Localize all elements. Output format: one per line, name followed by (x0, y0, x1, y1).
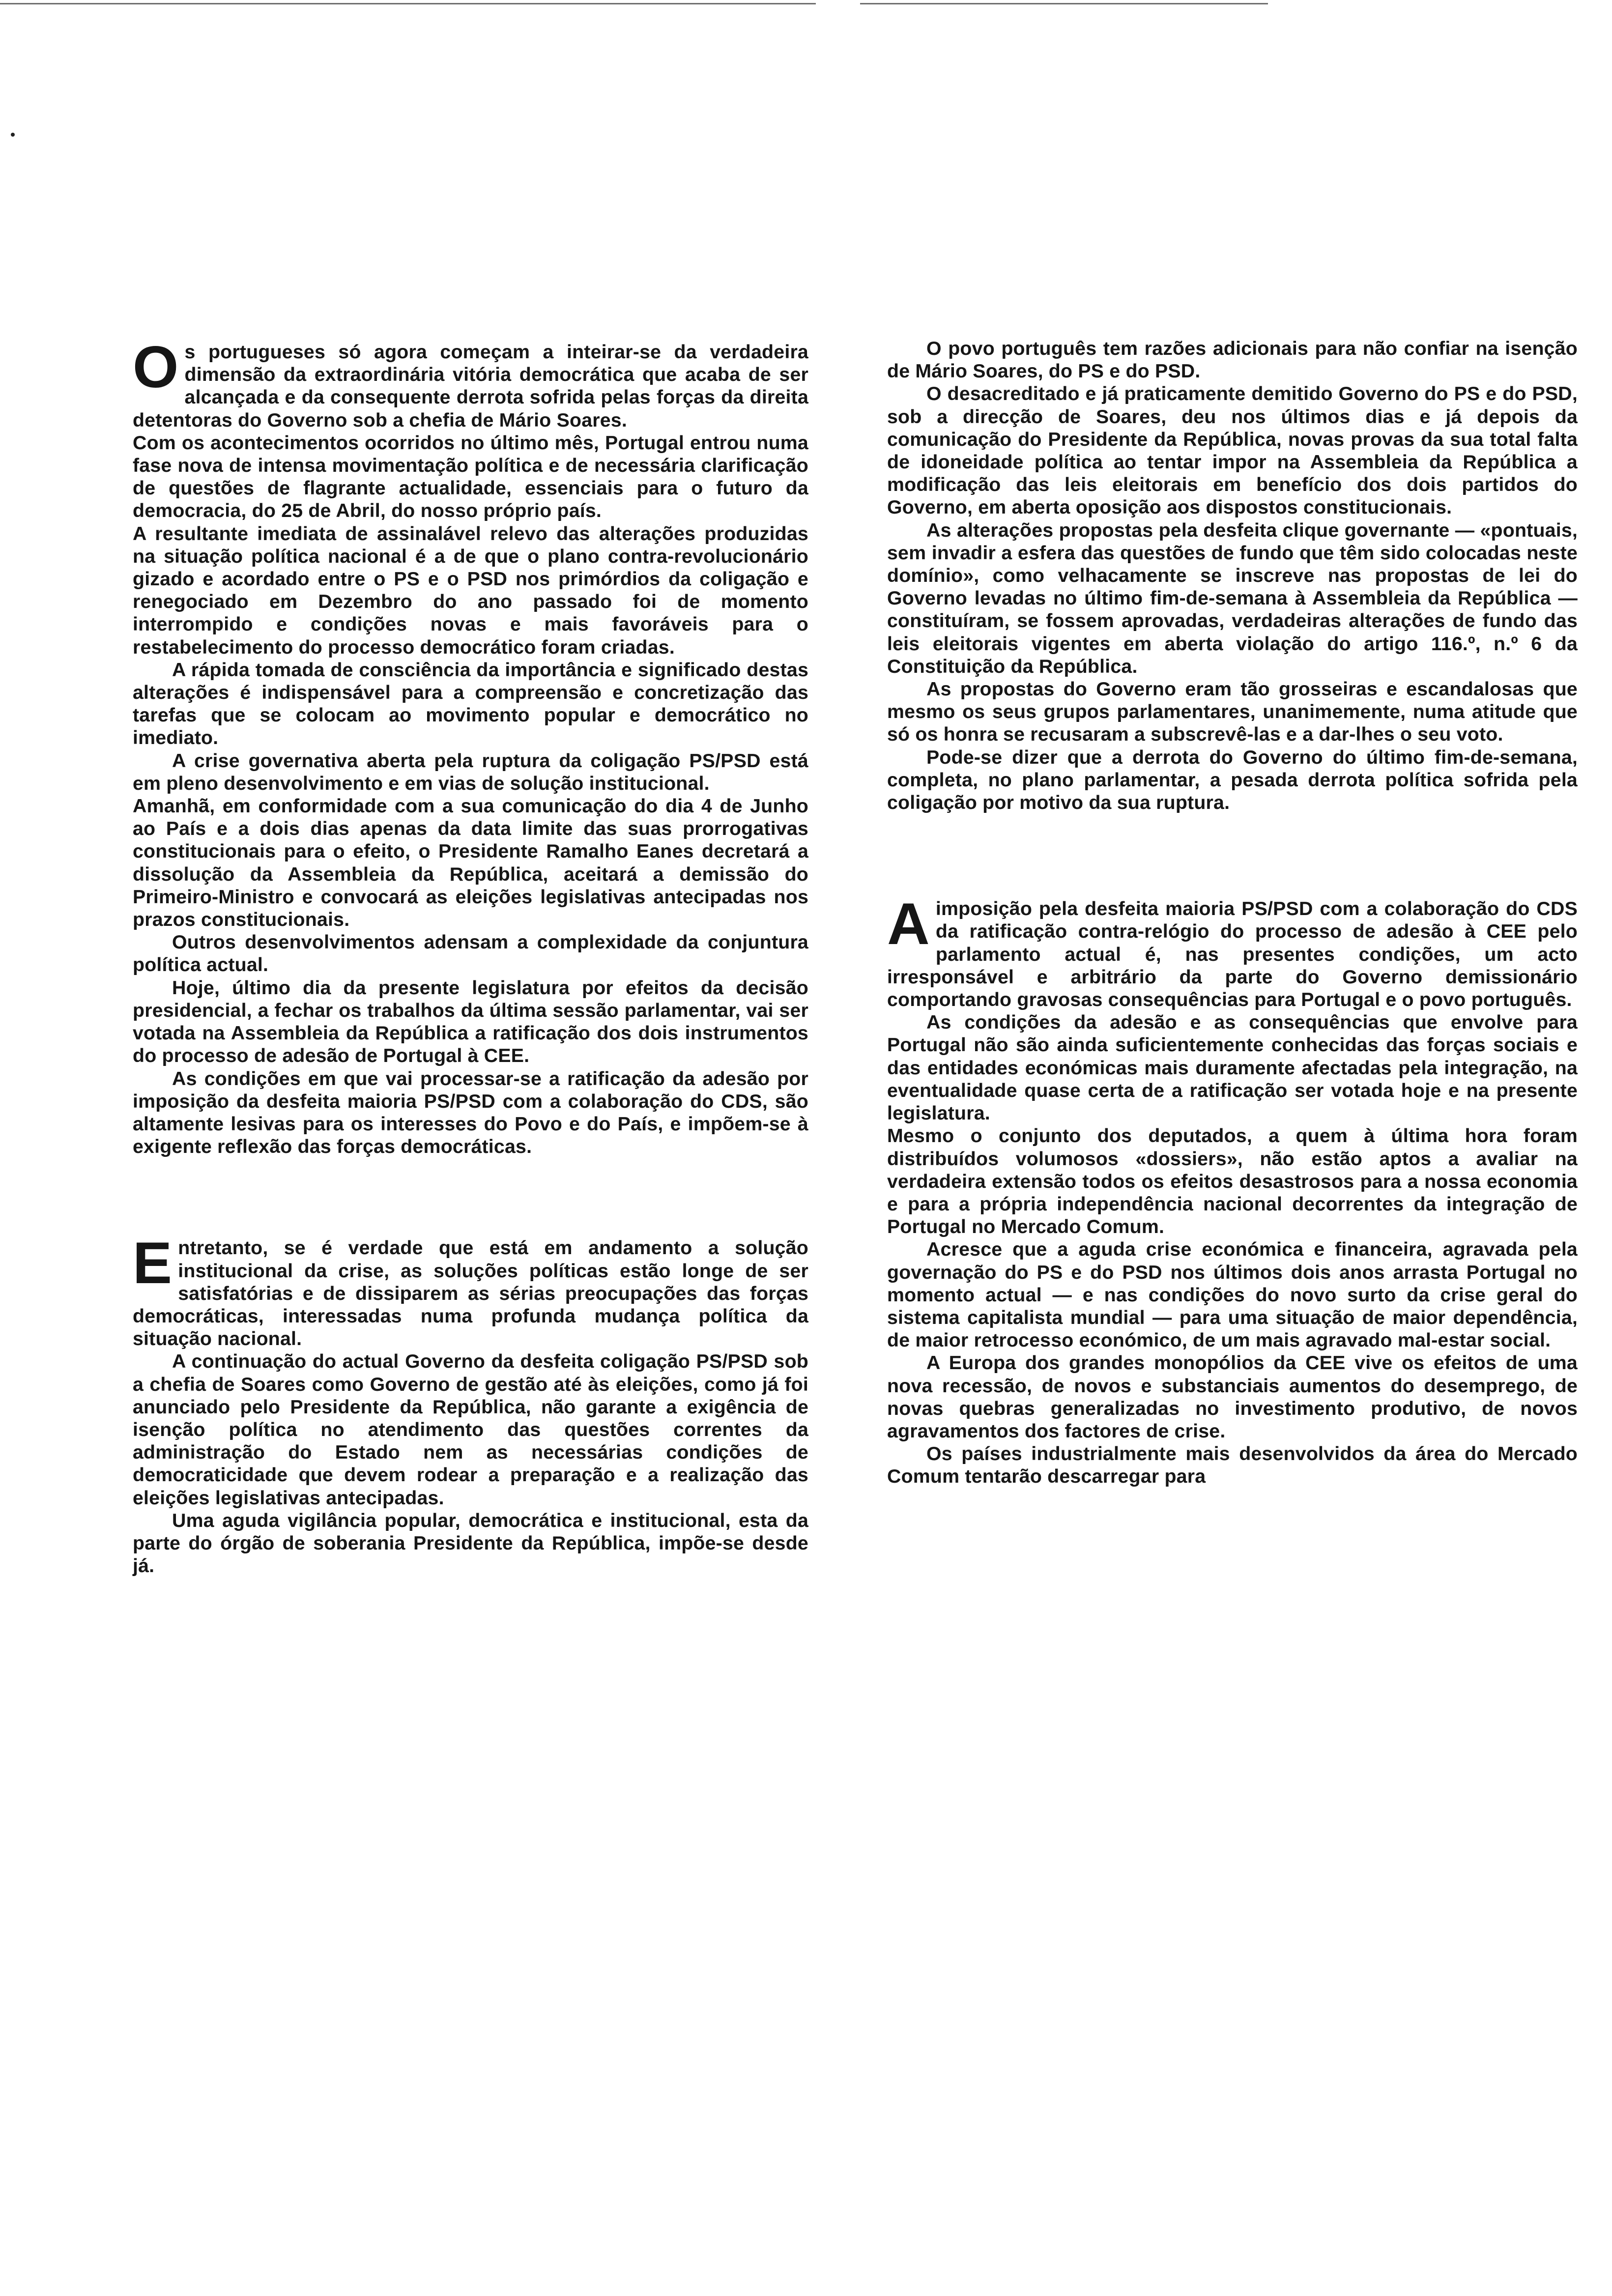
paragraph: As propostas do Governo eram tão grosseiras e escandalosas que mesmo os seus grupos parlamentares, unanimemente, numa atitude que só os honra se recusaram a subscrevê-las e a dar-lhes o seu voto. (887, 678, 1578, 746)
paragraph: Amanhã, em conformidade com a sua comunicação do dia 4 de Junho ao País e a dois dias apenas da data limite das suas prorrogativas constitucionais para o efeito, o Presidente Ramalho Eanes decretará a dissolução da Assembleia da República, aceitará a demissão do Primeiro-Ministro e convocará as eleições legislativas antecipadas nos prazos constitucionais. (133, 795, 808, 931)
paragraph: Pode-se dizer que a derrota do Governo do último fim-de-semana, completa, no plano parlamentar, a pesada derrota política sofrida pela coligação por motivo da sua ruptura. (887, 746, 1578, 814)
paragraph: Mesmo o conjunto dos deputados, a quem à última hora foram distribuídos volumosos «dossiers», não estão aptos a avaliar na verdadeira extensão todos os efeitos desastrosos para a nossa economia e para a própria independência nacional decorrentes da integração de Portugal no Mercado Comum. (887, 1125, 1578, 1238)
section-povo (887, 337, 1578, 814)
right-column (887, 337, 1578, 1488)
paragraph: Os portugueses só agora começam a inteirar-se da verdadeira dimensão da extraordinária vitória democrática que acaba de ser alcançada e da consequente derrota sofrida pelas forças da direita detentoras do Governo sob a chefia de Mário Soares. (133, 334, 808, 431)
paragraph: A Europa dos grandes monopólios da CEE vive os efeitos de uma nova recessão, de novos e substanciais aumentos do desemprego, de novas quebras generalizadas no investimento produtivo, de novos agravamentos dos factores de crise. (887, 1352, 1578, 1442)
paragraph: Outros desenvolvimentos adensam a complexidade da conjuntura política actual. (133, 931, 808, 976)
paragraph: As alterações propostas pela desfeita clique governante — «pontuais, sem invadir a esfera das questões de fundo que têm sido colocadas neste domínio», como velhacamente se inscreve nas propostas de lei do Governo levadas no último fim-de-semana à Assembleia da República — constituíram, se fossem aprovadas, verdadeiras alterações de fundo das leis eleitorais vigentes em aberta violação do artigo 116.º, n.º 6 da Constituição da República. (887, 519, 1578, 677)
top-rule-left (0, 3, 816, 4)
top-rule-right (860, 3, 1268, 4)
paragraph: A rápida tomada de consciência da importância e significado destas alterações é indispensável para a compreensão e concretização das tarefas que se colocam ao movimento popular e democrático no imediato. (133, 659, 808, 749)
paragraph: Uma aguda vigilância popular, democrática e institucional, esta da parte do órgão de soberania Presidente da República, impõe-se desde já. (133, 1509, 808, 1577)
paragraph: Com os acontecimentos ocorridos no último mês, Portugal entrou numa fase nova de intensa movimentação política e de necessária clarificação de questões de flagrante actualidade, essenciais para o futuro da democracia, do 25 de Abril, do nosso próprio país. (133, 431, 808, 522)
paragraph: As condições da adesão e as consequências que envolve para Portugal não são ainda suficientemente conhecidas das forças sociais e das entidades económicas mais duramente afectadas pela integração, na eventualidade quase certa de a ratificação ser votada hoje e na presente legislatura. (887, 1011, 1578, 1124)
paragraph: O desacreditado e já praticamente demitido Governo do PS e do PSD, sob a direcção de Soares, deu nos últimos dias e já depois da comunicação do Presidente da República, novas provas da sua total falta de idoneidade política ao tentar impor na Assembleia da República a modificação das leis eleitorais em benefício dos dois partidos do Governo, em aberta oposição aos dispostos constitucionais. (887, 383, 1578, 518)
paragraph: Os países industrialmente mais desenvolvidos da área do Mercado Comum tentarão descarregar para (887, 1443, 1578, 1488)
paragraph: Aimposição pela desfeita maioria PS/PSD com a colaboração do CDS da ratificação contra-relógio do processo de adesão à CEE pelo parlamento actual é, nas presentes condições, um acto irresponsável e arbitrário da parte do Governo demissionário comportando gravosas consequências para Portugal e o povo português. (887, 891, 1578, 1011)
section-entretanto (133, 1230, 808, 1577)
paragraph: A crise governativa aberta pela ruptura da coligação PS/PSD está em pleno desenvolvimento e em vias de solução institucional. (133, 749, 808, 794)
paragraph: Entretanto, se é verdade que está em andamento a solução institucional da crise, as soluções políticas estão longe de ser satisfatórias e de dissiparem as sérias preocupações das forças democráticas, interessadas numa profunda mudança política da situação nacional. (133, 1230, 808, 1350)
paragraph: As condições em que vai processar-se a ratificação da adesão por imposição da desfeita maioria PS/PSD com a colaboração do CDS, são altamente lesivas para os interesses do Povo e do País, e impõem-se à exigente reflexão das forças democráticas. (133, 1067, 808, 1158)
paragraph: A resultante imediata de assinalável relevo das alterações produzidas na situação política nacional é a de que o plano contra-revolucionário gizado e acordado entre o PS e o PSD nos primórdios da coligação e renegociado em Dezembro do ano passado foi de momento interrompido e condições novas e mais favoráveis para o restabelecimento do processo democrático foram criadas. (133, 522, 808, 658)
scan-speck (11, 133, 15, 137)
section-intro (133, 334, 808, 1158)
paragraph: Hoje, último dia da presente legislatura por efeitos da decisão presidencial, a fechar os trabalhos da última sessão parlamentar, vai ser votada na Assembleia da República a ratificação dos dois instrumentos do processo de adesão de Portugal à CEE. (133, 976, 808, 1067)
paragraph: A continuação do actual Governo da desfeita coligação PS/PSD sob a chefia de Soares como Governo de gestão até às eleições, como já foi anunciado pelo Presidente da República, não garante a exigência de isenção política no atendimento das questões correntes da administração do Estado nem as necessárias condições de democraticidade que devem rodear a preparação e a realização das eleições legislativas antecipadas. (133, 1350, 808, 1509)
paragraph: Acresce que a aguda crise económica e financeira, agravada pela governação do PS e do PSD nos últimos dois anos arrasta Portugal no momento actual — e nas condições do novo surto da crise geral do sistema capitalista mundial — para uma situação de maior dependência, de maior retrocesso económico, de um mais agravado mal-estar social. (887, 1238, 1578, 1351)
section-imposicao (887, 891, 1578, 1488)
paragraph: O povo português tem razões adicionais para não confiar na isenção de Mário Soares, do PS e do PSD. (887, 338, 1578, 382)
left-column (133, 334, 808, 1577)
